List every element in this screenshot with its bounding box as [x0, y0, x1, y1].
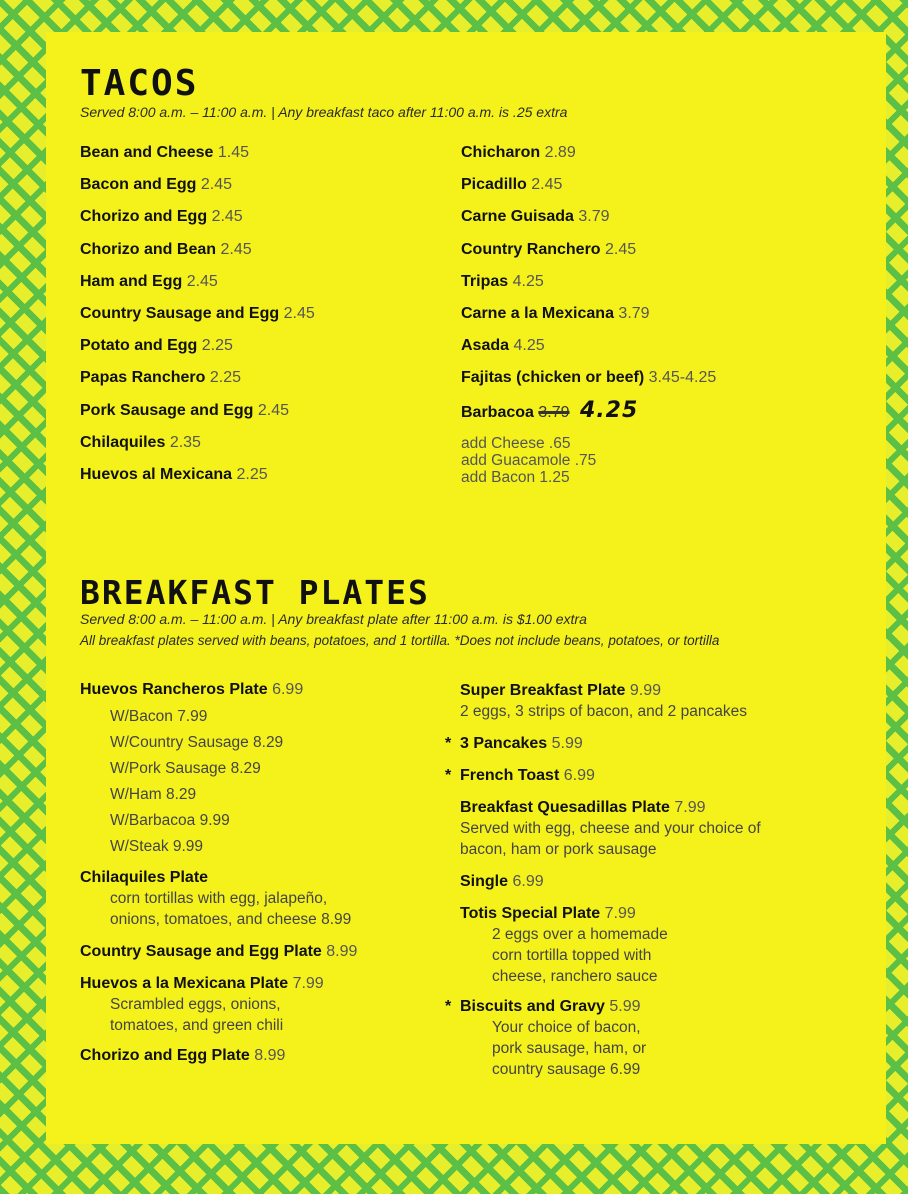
taco-item — [461, 336, 716, 368]
huevos-mexicana-plate — [80, 974, 357, 994]
biscuits-desc-3: country sausage 6.99 — [492, 1061, 641, 1078]
taco-item-price: 2.25 — [236, 465, 268, 483]
barbacoa-old-price: 3.79 — [538, 403, 570, 421]
totis-desc-3: cheese, ranchero sauce — [492, 968, 658, 985]
taco-item-name: Country Ranchero — [461, 240, 601, 258]
taco-item — [80, 401, 315, 433]
huevos-rancheros-option: W/Bacon 7.99 — [110, 708, 208, 725]
barbacoa-item — [461, 397, 716, 437]
chorizo-plate-price: 8.99 — [254, 1047, 286, 1064]
huevos-rancheros-plate — [80, 680, 357, 700]
taco-item — [461, 368, 716, 400]
taco-item-name: Papas Ranchero — [80, 369, 206, 387]
taco-item-name: Country Sausage and Egg — [80, 304, 280, 322]
taco-item-price: 2.45 — [186, 272, 218, 290]
taco-item-price: 3.45-4.25 — [648, 369, 717, 387]
quesadillas-plate — [460, 798, 761, 860]
pancakes-item — [445, 734, 761, 754]
taco-item-name: Bean and Cheese — [80, 144, 214, 161]
taco-item-price: 2.45 — [257, 401, 289, 419]
taco-item — [461, 175, 716, 207]
taco-item — [80, 433, 315, 465]
taco-item-price: 2.35 — [169, 433, 201, 451]
taco-item-name: Huevos al Mexicana — [80, 465, 233, 483]
taco-addons — [461, 435, 716, 486]
taco-item-price: 2.45 — [211, 208, 243, 226]
taco-item-name: Fajitas (chicken or beef) — [461, 369, 645, 387]
huevos-rancheros-name: Huevos Rancheros Plate — [80, 681, 268, 698]
country-sausage-plate — [80, 942, 357, 962]
tacos-subtitle: Served 8:00 a.m. – 11:00 a.m. | Any breakfast taco after 11:00 a.m. is .25 extra — [80, 104, 568, 120]
quesadillas-desc-1: Served with egg, cheese and your choice of — [460, 820, 761, 837]
taco-item-name: Picadillo — [461, 176, 527, 194]
addon-guacamole: add Guacamole .75 — [461, 451, 597, 469]
taco-item — [80, 465, 315, 497]
taco-item — [80, 368, 315, 400]
taco-item — [461, 207, 716, 239]
taco-item-name: Bacon and Egg — [80, 176, 197, 194]
tacos-left-column — [80, 143, 315, 497]
taco-item-name: Carne a la Mexicana — [461, 304, 614, 322]
taco-item-name: Asada — [461, 337, 510, 355]
single-name: Single — [460, 873, 509, 890]
biscuits-plate — [445, 997, 761, 1080]
chilaquiles-desc-2: onions, tomatoes, and cheese 8.99 — [110, 911, 352, 928]
taco-item — [461, 304, 716, 336]
taco-item-price: 4.25 — [513, 337, 545, 355]
taco-item — [80, 207, 315, 239]
tacos-title: TACOS — [80, 63, 199, 104]
huevos-mexicana-plate-name: Huevos a la Mexicana Plate — [80, 975, 289, 992]
quesadillas-price: 7.99 — [674, 799, 706, 816]
plates-subtitle-2: All breakfast plates served with beans, potatoes, and 1 tortilla. *Does not include beans, potatoes, or tortilla — [80, 633, 720, 648]
taco-item-price: 2.25 — [201, 337, 233, 355]
menu-panel — [46, 32, 886, 1144]
super-breakfast-desc: 2 eggs, 3 strips of bacon, and 2 pancakes — [460, 703, 747, 720]
pancakes-name: 3 Pancakes — [460, 735, 548, 752]
taco-item-name: Pork Sausage and Egg — [80, 401, 254, 419]
huevos-mexicana-plate-price: 7.99 — [292, 975, 324, 992]
single-item — [460, 872, 761, 892]
taco-item-name: Carne Guisada — [461, 208, 574, 226]
taco-item — [80, 336, 315, 368]
biscuits-price: 5.99 — [609, 998, 641, 1015]
taco-item-name: Tripas — [461, 272, 509, 290]
totis-desc-2: corn tortilla topped with — [492, 947, 652, 964]
pancakes-price: 5.99 — [551, 735, 583, 752]
taco-item-price: 3.79 — [578, 208, 610, 226]
taco-item-price: 2.45 — [200, 176, 233, 194]
taco-item-price: 2.89 — [544, 144, 576, 161]
pancakes-star: * — [445, 735, 452, 752]
taco-item-name: Ham and Egg — [80, 272, 183, 290]
biscuits-desc-1: Your choice of bacon, — [492, 1019, 641, 1036]
huevos-rancheros-option: W/Barbacoa 9.99 — [110, 812, 230, 829]
taco-item-price: 2.45 — [220, 240, 252, 258]
chorizo-plate-name: Chorizo and Egg Plate — [80, 1047, 250, 1064]
taco-item — [80, 304, 315, 336]
taco-item-name: Chorizo and Egg — [80, 208, 208, 226]
taco-item — [80, 240, 315, 272]
plates-left-column — [80, 680, 357, 1066]
taco-item — [461, 240, 716, 272]
addon-bacon: add Bacon 1.25 — [461, 468, 570, 486]
huevos-rancheros-option: W/Steak 9.99 — [110, 838, 204, 855]
taco-item-price: 4.25 — [512, 272, 544, 290]
french-toast-item — [445, 766, 761, 786]
single-price: 6.99 — [512, 873, 544, 890]
super-breakfast-name: Super Breakfast Plate — [460, 682, 626, 699]
taco-item-name: Potato and Egg — [80, 337, 198, 355]
taco-item-price: 3.79 — [618, 304, 650, 322]
huevos-rancheros-option: W/Pork Sausage 8.29 — [110, 760, 261, 777]
plates-subtitle-1: Served 8:00 a.m. – 11:00 a.m. | Any breakfast plate after 11:00 a.m. is $1.00 extra — [80, 611, 587, 627]
taco-item — [80, 175, 315, 207]
plates-title: BREAKFAST PLATES — [80, 573, 430, 612]
huevos-rancheros-options — [80, 704, 357, 860]
chilaquiles-plate — [80, 868, 357, 888]
barbacoa-name: Barbacoa — [461, 403, 534, 421]
quesadillas-desc-2: bacon, ham or pork sausage — [460, 841, 657, 858]
taco-item — [461, 272, 716, 304]
totis-plate — [460, 904, 761, 987]
totis-name: Totis Special Plate — [460, 905, 601, 922]
totis-price: 7.99 — [604, 905, 636, 922]
taco-item — [80, 143, 315, 175]
plates-right-column — [445, 681, 761, 1080]
taco-item-price: 2.45 — [283, 304, 315, 322]
huevos-mexicana-desc-1: Scrambled eggs, onions, — [110, 996, 281, 1013]
taco-item-name: Chicharon — [461, 144, 541, 161]
taco-item-price: 2.45 — [605, 240, 637, 258]
taco-item-name: Chorizo and Bean — [80, 240, 217, 258]
huevos-rancheros-option: W/Country Sausage 8.29 — [110, 734, 284, 751]
huevos-rancheros-price: 6.99 — [272, 681, 304, 698]
french-toast-name: French Toast — [460, 767, 560, 784]
french-toast-price: 6.99 — [563, 767, 595, 784]
addon-cheese: add Cheese .65 — [461, 434, 571, 452]
country-sausage-plate-price: 8.99 — [326, 943, 358, 960]
biscuits-star: * — [445, 998, 452, 1015]
biscuits-name: Biscuits and Gravy — [460, 998, 605, 1015]
huevos-mexicana-desc-2: tomatoes, and green chili — [110, 1017, 284, 1034]
quesadillas-name: Breakfast Quesadillas Plate — [460, 799, 670, 816]
huevos-rancheros-option: W/Ham 8.29 — [110, 786, 197, 803]
taco-item-price: 2.45 — [531, 176, 563, 194]
taco-item-name: Chilaquiles — [80, 433, 166, 451]
french-toast-star: * — [445, 767, 452, 784]
biscuits-desc-2: pork sausage, ham, or — [492, 1040, 647, 1057]
country-sausage-plate-name: Country Sausage and Egg Plate — [80, 943, 322, 960]
chorizo-plate — [80, 1046, 357, 1066]
taco-item-price: 2.25 — [209, 369, 241, 387]
totis-desc-1: 2 eggs over a homemade — [492, 926, 668, 943]
tacos-right-column — [461, 143, 716, 486]
chilaquiles-plate-name: Chilaquiles Plate — [80, 869, 209, 886]
chilaquiles-desc-1: corn tortillas with egg, jalapeño, — [110, 890, 328, 907]
super-breakfast-price: 9.99 — [629, 682, 661, 699]
barbacoa-new-price: 4.25 — [579, 397, 639, 423]
taco-item — [80, 272, 315, 304]
super-breakfast-plate — [460, 681, 761, 722]
taco-item-price: 1.45 — [217, 144, 249, 161]
taco-item — [461, 143, 716, 175]
